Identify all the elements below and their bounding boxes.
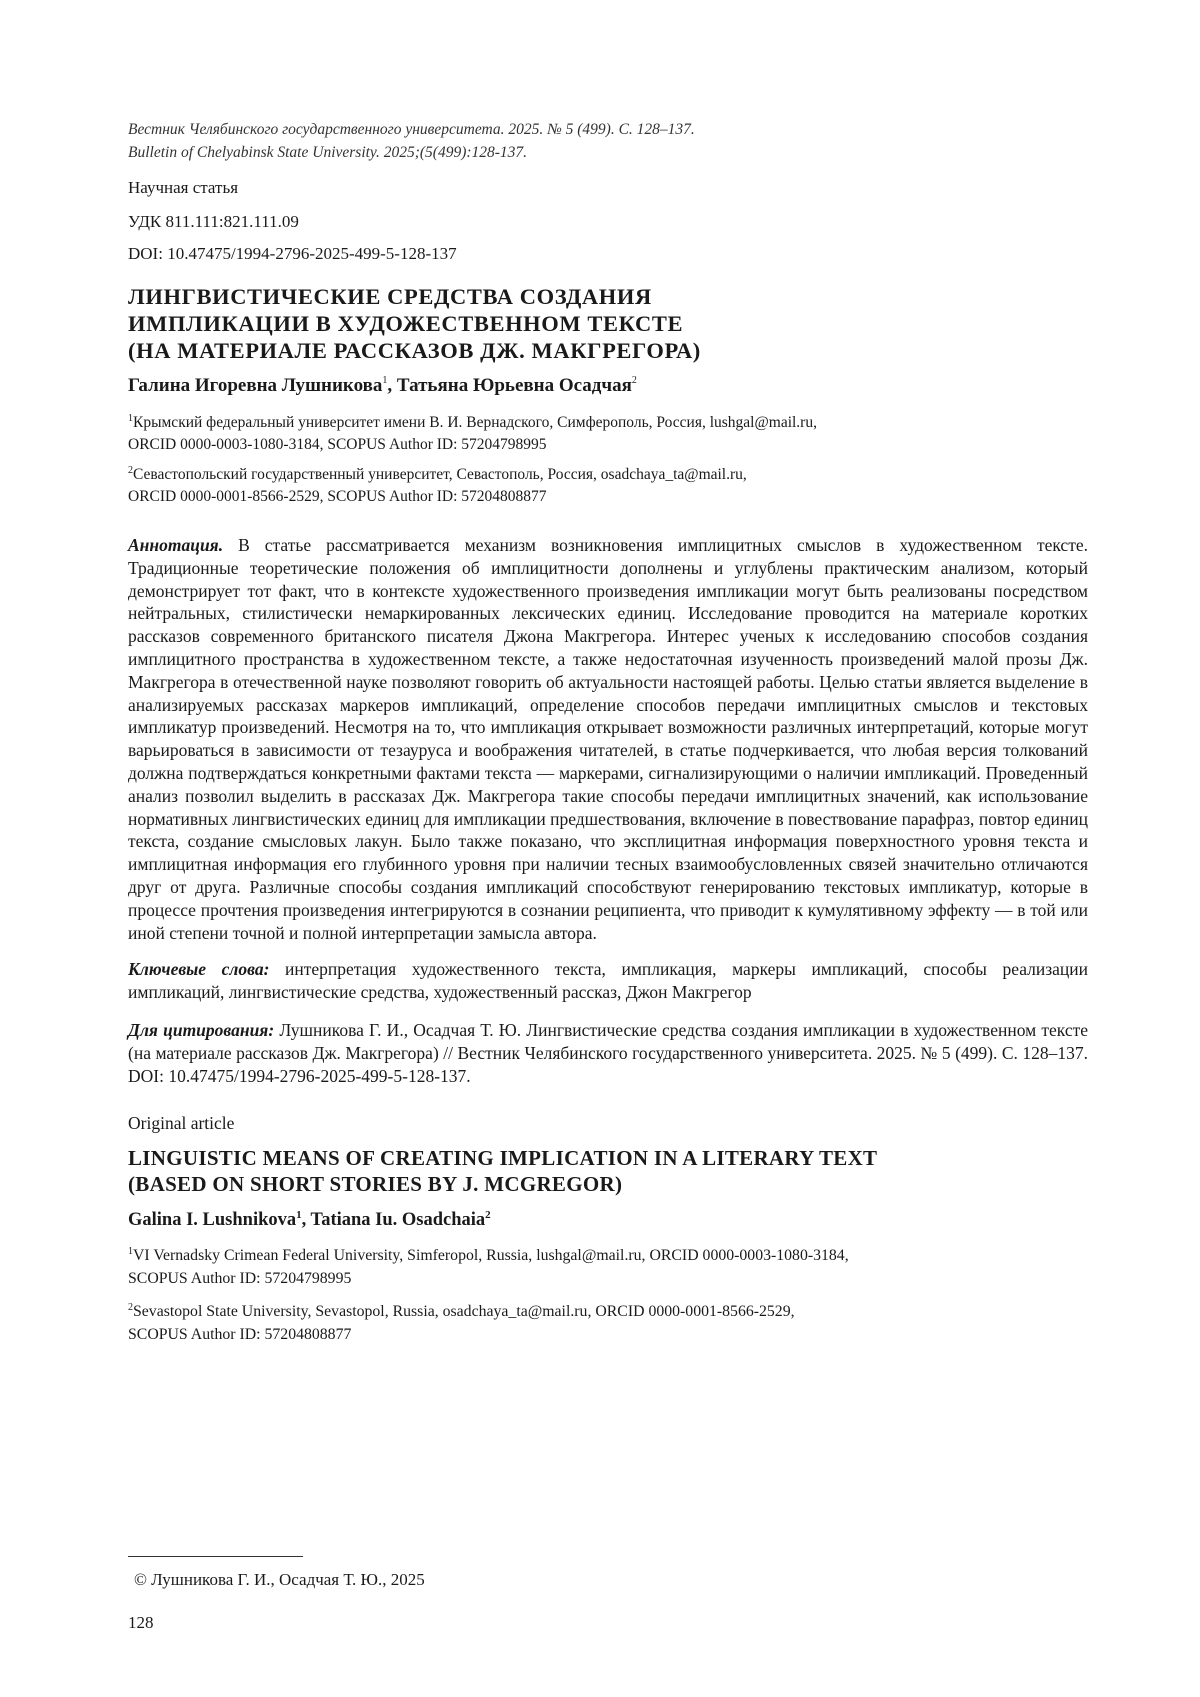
affiliation-1-line-1: Крымский федеральный университет имени В. И. Вернадского, Симферополь, Россия, lushgal@mail.ru,: [133, 414, 817, 431]
citation-text: Лушникова Г. И., Осадчая Т. Ю. Лингвистические средства создания импликации в художественном тексте (на материале рассказов Дж. Макгрегора) // Вестник Челябинского государственного университета. 2025. № 5 (499). С. 128–137. DOI: 10.47475/1994-2796-2025-499-5-128-137.: [128, 1019, 1088, 1086]
author-1-name: Галина Игоревна Лушникова: [128, 375, 383, 396]
journal-header: [128, 118, 1088, 164]
author-separator-en: ,: [301, 1210, 311, 1231]
article-title-ru: [128, 283, 1088, 364]
doi: DOI: 10.47475/1994-2796-2025-499-5-128-137: [128, 244, 457, 263]
affiliation-2-sup-en: 2: [128, 1302, 133, 1314]
keywords-text: интерпретация художественного текста, импликация, маркеры импликаций, способы реализации импликаций, лингвистические средства, художественный рассказ, Джон Макгрегор: [128, 959, 1089, 1003]
author-2-sup: 2: [631, 375, 637, 386]
affiliation-1-sup-en: 1: [128, 1246, 133, 1258]
keywords: [128, 958, 1088, 1004]
affiliation-1-ru: [128, 412, 1088, 456]
journal-citation-ru: Вестник Челябинского государственного университета. 2025. № 5 (499). С. 128–137.: [128, 121, 695, 138]
title-ru-line-3: (НА МАТЕРИАЛЕ РАССКАЗОВ ДЖ. МАКГРЕГОРА): [128, 338, 701, 363]
abstract: [128, 534, 1088, 944]
title-ru-line-2: ИМПЛИКАЦИИ В ХУДОЖЕСТВЕННОМ ТЕКСТЕ: [128, 311, 684, 336]
affiliation-1-line-2: ORCID 0000-0003-1080-3184, SCOPUS Author ID: 57204798995: [128, 436, 547, 453]
affiliation-2-sup: 2: [128, 465, 133, 476]
affiliation-2-en: [128, 1300, 1088, 1346]
affiliation-2-line-2: ORCID 0000-0001-8566-2529, SCOPUS Author ID: 57204808877: [128, 488, 547, 505]
title-en-line-1: LINGUISTIC MEANS OF CREATING IMPLICATION IN A LITERARY TEXT: [128, 1146, 878, 1171]
author-1-sup: 1: [382, 375, 388, 386]
authors-en: [128, 1208, 1088, 1232]
author-1-sup-en: 1: [296, 1209, 302, 1222]
citation: [128, 1019, 1088, 1087]
title-ru-line-1: ЛИНГВИСТИЧЕСКИЕ СРЕДСТВА СОЗДАНИЯ: [128, 284, 652, 309]
page-number: 128: [128, 1613, 154, 1632]
affiliation-1-line-2-en: SCOPUS Author ID: 57204798995: [128, 1270, 352, 1288]
article-type-ru: Научная статья: [128, 178, 239, 197]
keywords-label: Ключевые слова:: [128, 959, 270, 980]
affiliation-1-sup: 1: [128, 413, 133, 424]
copyright-notice: © Лушникова Г. И., Осадчая Т. Ю., 2025: [134, 1570, 425, 1589]
article-page: [128, 118, 1088, 1346]
affiliation-2-line-1: Севастопольский государственный университет, Севастополь, Россия, osadchaya_ta@mail.ru,: [133, 466, 747, 483]
affiliation-2-line-2-en: SCOPUS Author ID: 57204808877: [128, 1326, 352, 1344]
journal-citation-en: Bulletin of Chelyabinsk State University. 2025;(5(499):128-137.: [128, 144, 528, 161]
article-type-en: Original article: [128, 1113, 235, 1134]
author-separator: ,: [387, 375, 397, 396]
abstract-text: В статье рассматривается механизм возникновения имплицитных смыслов в художественном тексте. Традиционные теоретические положения об имплицитности дополнены и углублены практическим анализом, который демонстрирует тот факт, что в контексте художественного произведения импликации могут быть реализованы посредством нейтральных, стилистически немаркированных лексических единиц. Исследование проводится на материале коротких рассказов современного британского писателя Джона Макгрегора. Интерес ученых к исследованию способов создания имплицитного пространства в художественном тексте, а также недостаточная изученность произведений малой прозы Дж. Макгрегора в отечественной науке позволяют говорить об актуальности настоящей работы. Целью статьи является выделение в анализируемых рассказах маркеров импликаций, определение способов передачи имплицитных смыслов и текстовых импликатур произведений. Несмотря на то, что импликация открывает возможности различных интерпретаций, которые могут варьироваться в зависимости от тезауруса и воображения читателей, в статье подчеркивается, что любая версия толкований должна подтверждаться конкретными фактами текста — маркерами, сигнализирующими о наличии импликаций. Проведенный анализ позволил выделить в рассказах Дж. Макгрегора такие способы передачи имплицитных значений, как использование нормативных лингвистических единиц для импликации предшествования, включение в повествование парафраз, повтор единиц текста, создание смысловых лакун. Было также показано, что эксплицитная информация поверхностного уровня текста и имплицитная информация его глубинного уровня при наличии тесных взаимообусловленных связей значительно отличаются друг от друга. Различные способы создания импликаций способствуют генерированию текстовых импликатур, которые в процессе прочтения произведения интегрируются в сознании реципиента, что приводит к кумулятивному эффекту — в той или иной степени точной и полной интерпретации замысла автора.: [128, 535, 1088, 943]
author-2-name: Татьяна Юрьевна Осадчая: [396, 375, 632, 396]
affiliation-2-ru: [128, 464, 1088, 508]
abstract-label: Аннотация.: [128, 535, 224, 555]
affiliation-1-line-1-en: VI Vernadsky Crimean Federal University, Simferopol, Russia, lushgal@mail.ru, ORCID 0000-0003-1080-3184,: [133, 1247, 849, 1265]
author-1-name-en: Galina I. Lushnikova: [128, 1210, 297, 1231]
footnote-divider: [128, 1556, 303, 1557]
udc-code: УДК 811.111:821.111.09: [128, 212, 299, 231]
title-en-line-2: (BASED ON SHORT STORIES BY J. MCGREGOR): [128, 1172, 623, 1197]
article-title-en: [128, 1145, 1088, 1197]
author-2-sup-en: 2: [485, 1209, 491, 1222]
affiliation-1-en: [128, 1244, 1088, 1290]
author-2-name-en: Tatiana Iu. Osadchaia: [310, 1210, 486, 1231]
citation-label: Для цитирования:: [128, 1019, 275, 1040]
affiliation-2-line-1-en: Sevastopol State University, Sevastopol, Russia, osadchaya_ta@mail.ru, ORCID 0000-0001-8566-2529,: [133, 1303, 795, 1321]
authors-ru: [128, 374, 1088, 398]
